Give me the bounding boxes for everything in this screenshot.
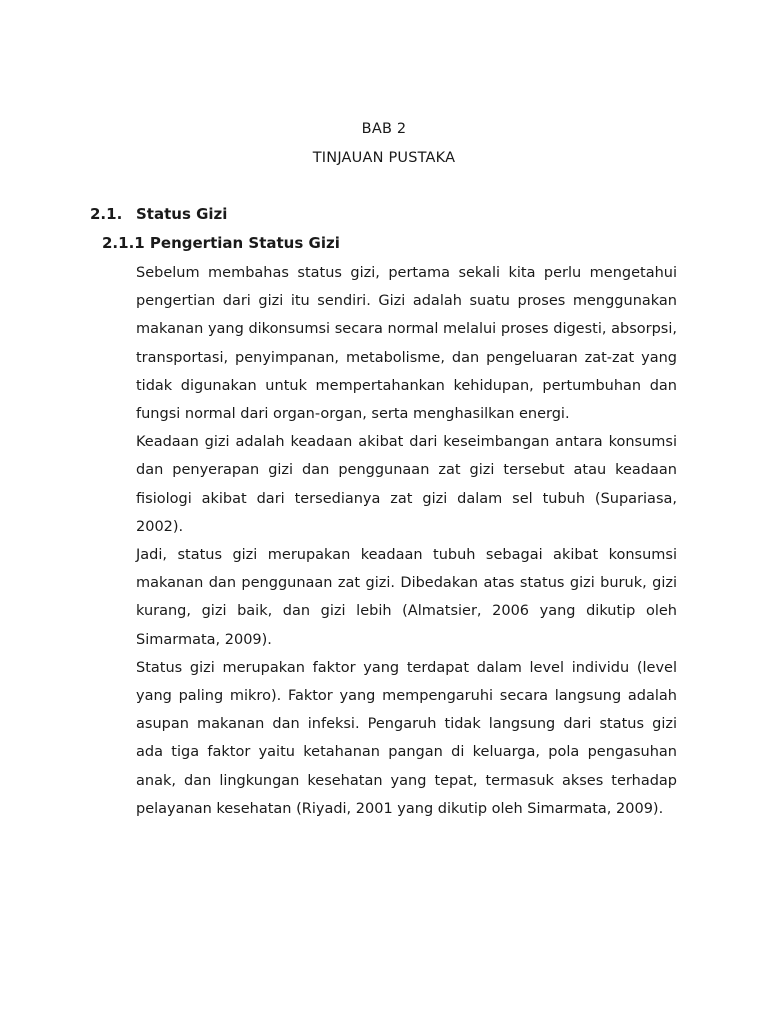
paragraph: Sebelum membahas status gizi, pertama sekali kita perlu mengetahui pengertian dari gizi itu sendiri. Gizi adalah suatu proses menggunakan makanan yang dikonsumsi secara normal melalui proses digesti, absorpsi, transportasi, penyimpanan, metabolisme, dan pengeluaran zat-zat yang tidak digunakan untuk mempertahankan kehidupan, pertumbuhan dan fungsi normal dari organ-organ, serta menghasilkan energi. [136,265,677,423]
paragraph: Jadi, status gizi merupakan keadaan tubuh sebagai akibat konsumsi makanan dan penggunaan zat gizi. Dibedakan atas status gizi buruk, gizi kurang, gizi baik, dan gizi lebih (Almatsier, 2006 yang dikutip oleh Simarmata, 2009). [136,547,677,648]
chapter-title: BAB 2 [361,121,407,137]
section-number: 2.1. [90,205,123,223]
paragraph: Status gizi merupakan faktor yang terdapat dalam level individu (level yang paling mikro). Faktor yang mempengaruhi secara langsung adalah asupan makanan dan infeksi. Pengaruh tidak langsung dari status gizi ada tiga faktor yaitu ketahanan pangan di keluarga, pola pengasuhan anak, dan lingkungan kesehatan yang tepat, termasuk akses terhadap pelayanan kesehatan (Riyadi, 2001 yang dikutip oleh Simarmata, 2009). [136,659,677,817]
subsection-heading: 2.1.1 Pengertian Status Gizi [102,234,340,252]
body-text [136,259,677,823]
chapter-subtitle: TINJAUAN PUSTAKA [312,150,456,166]
section-heading [90,205,227,223]
paragraph: Keadaan gizi adalah keadaan akibat dari keseimbangan antara konsumsi dan penyerapan gizi dan penggunaan zat gizi tersebut atau keadaan fisiologi akibat dari tersedianya zat gizi dalam sel tubuh (Supariasa, 2002). [136,434,677,535]
section-title: Status Gizi [136,205,228,223]
